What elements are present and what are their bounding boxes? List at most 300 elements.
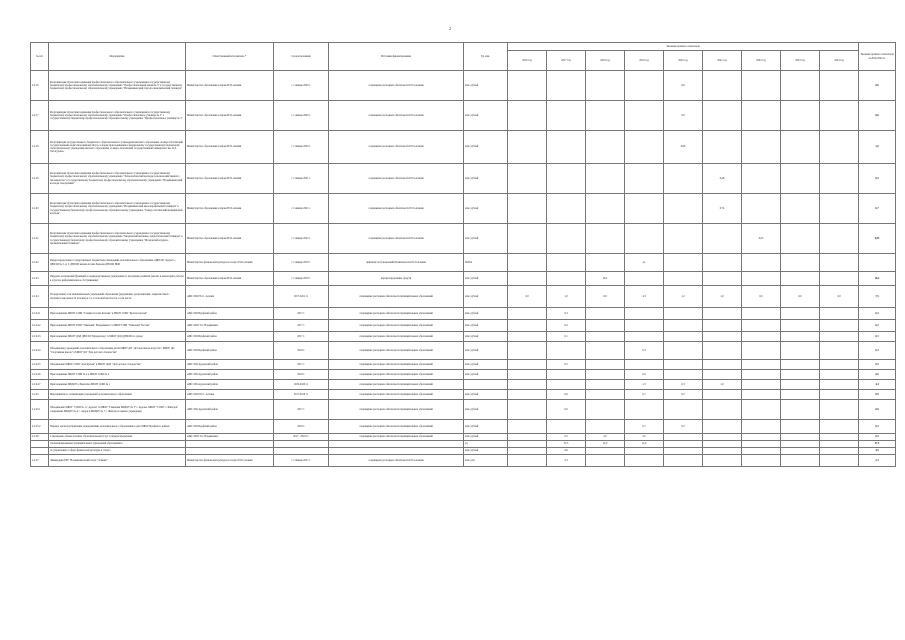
year-value-cell <box>820 194 859 224</box>
year-value-cell: 0,3 <box>547 308 586 320</box>
col-no-header: № п/п <box>31 43 49 71</box>
year-value-cell <box>508 254 547 272</box>
responsible-cell: Министерство образования и науки РСО-Алания <box>186 194 274 224</box>
year-value-cell <box>547 254 586 272</box>
year-value-cell <box>586 224 625 254</box>
year-value-cell <box>508 448 547 455</box>
year-value-cell <box>664 360 703 370</box>
deadline-cell: 2018 г. <box>274 420 329 434</box>
year-value-cell <box>508 360 547 370</box>
table-row <box>31 390 896 400</box>
responsible-cell: АМС МО РСО - Алания <box>186 286 274 308</box>
year-value-cell <box>781 254 820 272</box>
year-value-cell <box>625 400 664 420</box>
measure-cell: Присоединение МБОУ ДОД ДЮСШ "Кудцедзюдо" к МБОУ ДОД ДЮСШ по дзюдо <box>49 332 186 342</box>
year-value-cell <box>820 360 859 370</box>
year-value-cell <box>820 224 859 254</box>
year-value-cell <box>508 194 547 224</box>
measures-table <box>30 42 896 467</box>
year-value-cell <box>547 131 586 164</box>
year-value-cell: 0,0 <box>586 286 625 308</box>
measure-cell: Реорганизация путем присоединения профессионального образовательного учреждения к государственному бюджетному профессиональному образовательному учреждению "Профессиональное училище № 5" к государственному бюджетному профессиональному образовательному учреждению "Профессиональное училище № 5" <box>49 101 186 131</box>
year-value-cell <box>508 308 547 320</box>
table-row <box>31 332 896 342</box>
year-value-cell: 2,0 <box>586 434 625 441</box>
measure-cell: Присоединение МБОУ ГОШ "Гимназия" Владикавказ" к МБОУ ГОШ "Гимназия" Беслан" <box>49 320 186 332</box>
year-value-cell <box>664 455 703 467</box>
measure-cell: Перевод органов управления учреждениями дополнительного образования в одно МБОУ Ирафского района <box>49 420 186 434</box>
year-value-cell <box>781 441 820 448</box>
responsible-cell: Министерство образования и науки РСО-Алания <box>186 224 274 254</box>
year-value-cell <box>820 390 859 400</box>
year-value-cell <box>742 448 781 455</box>
row-number: 2.2.25.2 <box>31 420 49 434</box>
year-value-cell: 0,0 <box>742 286 781 308</box>
table-row <box>31 420 896 434</box>
year-value-cell <box>664 434 703 441</box>
total-value-cell: 0,05 <box>859 224 896 254</box>
unit-cell <box>464 380 508 390</box>
responsible-cell: АМС МО ГО г. Владикавказ <box>186 434 274 441</box>
measure-cell: Объединение МБОУ СОШ "Алагирская" и МБОУ ДОД "Дом детского творчества" <box>49 360 186 370</box>
year-value-cell <box>742 131 781 164</box>
measure-cell: специализированных муниципальных учреждений образования в <box>49 441 186 448</box>
year-value-cell <box>703 308 742 320</box>
year-value-cell <box>586 131 625 164</box>
col-year-header: 2023 год <box>781 51 820 71</box>
source-cell: сокращение расходных обязательств муниципальных образований <box>329 342 464 360</box>
year-value-cell <box>625 71 664 101</box>
unit-cell: млн. рублей <box>464 342 508 360</box>
source-cell: сокращение расходных обязательств муниципальных образований <box>329 390 464 400</box>
total-value-cell: 2,3 <box>859 455 896 467</box>
year-value-cell <box>586 71 625 101</box>
year-value-cell <box>820 342 859 360</box>
year-value-cell: 0,6 <box>547 390 586 400</box>
row-number: 2.2.23 <box>31 272 49 286</box>
year-value-cell: 2,0 <box>625 434 664 441</box>
source-cell <box>329 441 464 448</box>
measure-cell: Упорядочение сети муниципальных учреждений образования (укрупнение, реорганизация, закрытие школ с численностью менее 50 человек) в т.ч. в сельской местности, в том числе: <box>49 286 186 308</box>
year-value-cell <box>742 370 781 380</box>
year-value-cell <box>703 320 742 332</box>
year-value-cell <box>547 342 586 360</box>
year-value-cell: 0,2 <box>664 420 703 434</box>
year-value-cell: 1,2 <box>664 286 703 308</box>
year-value-cell: 0,05 <box>742 224 781 254</box>
measure-cell: Реорганизация государственного бюджетного образовательного учреждения высшего образования «Северо-Осетинский государственный педагогический институт» в форме присоединения к федеральному государственному бюджетному образовательному учреждению высшего образования «Северо-Осетинский государственный университет им. К.Л. Хетагурова» <box>49 131 186 164</box>
year-value-cell <box>586 342 625 360</box>
col-measure-header: Мероприятие <box>49 43 186 71</box>
year-value-cell <box>703 224 742 254</box>
year-value-cell <box>742 164 781 194</box>
unit-cell: млн. рублей <box>464 400 508 420</box>
year-value-cell <box>703 441 742 448</box>
unit-cell: млн. рублей <box>464 71 508 101</box>
year-value-cell <box>781 332 820 342</box>
year-value-cell <box>820 420 859 434</box>
year-value-cell <box>820 332 859 342</box>
year-value-cell <box>625 194 664 224</box>
year-value-cell <box>820 71 859 101</box>
year-value-cell <box>508 441 547 448</box>
year-value-cell <box>820 101 859 131</box>
year-value-cell <box>820 272 859 286</box>
year-value-cell: 0,0 <box>820 286 859 308</box>
year-value-cell <box>742 320 781 332</box>
unit-cell: млн. рублей <box>464 272 508 286</box>
year-value-cell: 0,74 <box>703 194 742 224</box>
year-value-cell <box>547 420 586 434</box>
year-value-cell <box>547 370 586 380</box>
row-number: 2.2.25 <box>31 390 49 400</box>
responsible-cell: АМС МО Ирафский район <box>186 308 274 320</box>
unit-cell: ПОЛА <box>464 254 508 272</box>
deadline-cell: 2017 г. <box>274 320 329 332</box>
row-number: 2.2.24.1 <box>31 308 49 320</box>
year-value-cell <box>742 455 781 467</box>
year-value-cell <box>586 360 625 370</box>
unit-cell: млн. рублей <box>464 194 508 224</box>
row-number: 2.2.20 <box>31 194 49 224</box>
deadline-cell: 2018 г. <box>274 342 329 360</box>
year-value-cell <box>664 308 703 320</box>
col-year-header: 2018 год <box>586 51 625 71</box>
unit-cell: млн. рублей <box>464 390 508 400</box>
year-value-cell <box>625 308 664 320</box>
year-value-cell <box>508 380 547 390</box>
unit-cell: млн. рублей <box>464 224 508 254</box>
year-value-cell <box>820 455 859 467</box>
year-value-cell <box>625 131 664 164</box>
unit-cell: млн. рублей <box>464 101 508 131</box>
year-value-cell <box>742 194 781 224</box>
responsible-cell: Министерство образования и науки РСО-Алания <box>186 131 274 164</box>
table-row <box>31 360 896 370</box>
unit-cell: млн. рублей <box>464 164 508 194</box>
year-value-cell <box>781 224 820 254</box>
unit-cell: млн. рублей <box>464 308 508 320</box>
year-value-cell <box>625 101 664 131</box>
table-row <box>31 370 896 380</box>
source-cell: сокращение расходных обязательств РСО-Алания <box>329 455 464 467</box>
year-value-cell <box>742 254 781 272</box>
responsible-cell: АМС МО РСО - Алания <box>186 390 274 400</box>
deadline-cell: 2017 г. <box>274 332 329 342</box>
year-value-cell <box>781 360 820 370</box>
table-row <box>31 455 896 467</box>
total-value-cell: 7,5 <box>859 286 896 308</box>
page-number: 2 <box>449 26 451 31</box>
year-value-cell <box>586 370 625 380</box>
year-value-cell <box>664 400 703 420</box>
responsible-cell: АМС МО Ардонский район <box>186 360 274 370</box>
year-value-cell <box>508 390 547 400</box>
total-value-cell: 0,9 <box>859 390 896 400</box>
measure-cell: Перераспределение государственных бюджетных учреждений дополнительного образования «ДЮСШ "Ардон"», ДЮСШ № 3, 4, 5, ДЮСШ имени Аслана Бадоева ДЮСШ ВОП <box>49 254 186 272</box>
row-number: 2.2.24.6 <box>31 370 49 380</box>
year-value-cell <box>508 101 547 131</box>
row-number: 2.2.22 <box>31 254 49 272</box>
year-value-cell <box>664 164 703 194</box>
total-value-cell: 0,2 <box>859 320 896 332</box>
total-value-cell: 0,6 <box>859 370 896 380</box>
responsible-cell <box>186 441 274 448</box>
row-number: 2.2.17 <box>31 101 49 131</box>
year-value-cell <box>664 342 703 360</box>
year-value-cell <box>781 164 820 194</box>
deadline-cell: с 1 января 2020 г. <box>274 101 329 131</box>
measure-cell: Передача полномочий (функций) в подведомственные учреждения по программе развития (анализ и мониторинг работы в отрасли, информационное обслуживание) <box>49 272 186 286</box>
table-row <box>31 400 896 420</box>
row-number: 2.2.21 <box>31 224 49 254</box>
responsible-cell: Министерство образования и науки РСО-Алания <box>186 164 274 194</box>
col-responsible-header: Ответственный исполнитель * <box>186 43 274 71</box>
measure-cell: Реорганизация путем присоединения профессионального образовательного учреждения к государственному бюджетному профессиональному образовательному учреждению "Технологический колледж сельскохозяйственного производства" к государственному бюджетному профессиональному образовательному учреждению "Владикавказский колледж электроники" <box>49 164 186 194</box>
measure-cell: Реорганизация путем присоединения профессионального образовательного учреждения к государственному бюджетному профессиональному образовательному учреждению "Моздокский механико-технологический техникум" к государственному бюджетному профессиональному образовательному учреждению "Моздокский аграрно-промышленный техникум" <box>49 224 186 254</box>
col-total-header: Значение целевого показателя за 2016-2024 гг. <box>859 43 896 71</box>
source-cell: сокращение расходных обязательств РСО-Алания <box>329 131 464 164</box>
year-value-cell <box>781 71 820 101</box>
table-row <box>31 194 896 224</box>
col-year-header: 2020 год <box>664 51 703 71</box>
deadline-cell <box>274 441 329 448</box>
row-number: 2.2.16 <box>31 71 49 101</box>
year-value-cell <box>781 194 820 224</box>
year-value-cell <box>742 71 781 101</box>
deadline-cell: 2017-2018 гг. <box>274 390 329 400</box>
table-row <box>31 224 896 254</box>
total-value-cell: 0,7 <box>859 194 896 224</box>
responsible-cell: Министерство образования и науки РСО-Алания <box>186 101 274 131</box>
year-value-cell <box>703 131 742 164</box>
table-row <box>31 101 896 131</box>
year-value-cell <box>547 272 586 286</box>
year-value-cell <box>703 434 742 441</box>
table-row <box>31 380 896 390</box>
row-number: 2.2.24.5 <box>31 360 49 370</box>
table-row <box>31 308 896 320</box>
table-row <box>31 441 896 448</box>
year-value-cell: да <box>625 254 664 272</box>
row-number: 2.2.19 <box>31 164 49 194</box>
year-value-cell <box>703 272 742 286</box>
year-value-cell <box>781 380 820 390</box>
total-value-cell: 6,5 <box>859 434 896 441</box>
year-value-cell <box>664 320 703 332</box>
table-row <box>31 71 896 101</box>
row-number: 2.2.24.4 <box>31 342 49 360</box>
measure-cell: Присоединение МБДОУ к Ремонтно МБОУ СОШ № 1 <box>49 380 186 390</box>
year-value-cell <box>508 455 547 467</box>
year-value-cell: 16,2 <box>586 272 625 286</box>
responsible-cell: АМС МО Ирафский район <box>186 420 274 434</box>
year-value-cell <box>781 131 820 164</box>
year-value-cell <box>742 308 781 320</box>
year-value-cell <box>703 370 742 380</box>
year-value-cell <box>664 272 703 286</box>
row-number: 2.2.25.1 <box>31 400 49 420</box>
year-value-cell <box>508 370 547 380</box>
year-value-cell: 12,0 <box>586 441 625 448</box>
year-value-cell <box>586 400 625 420</box>
measure-cell: Сокращение объема платных образовательных услуг и перераспределение <box>49 434 186 441</box>
responsible-cell: АМС МО Ардонский район <box>186 400 274 420</box>
source-cell: сокращение расходных обязательств РСО-Алания <box>329 194 464 224</box>
total-value-cell: 0,3 <box>859 308 896 320</box>
year-value-cell <box>508 224 547 254</box>
source-cell: сокращение расходных обязательств муниципальных образований <box>329 320 464 332</box>
year-value-cell <box>703 342 742 360</box>
measure-cell: по управлению в сфере физической культуры и спорта <box>49 448 186 455</box>
year-value-cell: 1,0 <box>703 286 742 308</box>
year-value-cell <box>820 308 859 320</box>
year-value-cell <box>586 390 625 400</box>
year-value-cell: 0,0 <box>508 286 547 308</box>
deadline-cell: с 1 января 2020 г. <box>274 71 329 101</box>
year-value-cell <box>625 320 664 332</box>
measure-cell: Ликвидация ГБУ "Владикавказский спорт "Алания" <box>49 455 186 467</box>
source-cell: сокращение расходных обязательств РСО-Алания <box>329 164 464 194</box>
year-value-cell <box>742 272 781 286</box>
deadline-cell: 2017-2021 гг. <box>274 286 329 308</box>
year-value-cell: 2,5 <box>547 434 586 441</box>
responsible-cell: Министерство образования и науки РСО-Алания <box>186 71 274 101</box>
year-value-cell <box>781 320 820 332</box>
year-value-cell <box>742 420 781 434</box>
col-year-header: 2017 год <box>547 51 586 71</box>
year-value-cell: 0,3 <box>625 342 664 360</box>
col-unit-header: Ед. изм. <box>464 43 508 71</box>
year-value-cell <box>547 380 586 390</box>
year-value-cell: 0,6 <box>625 370 664 380</box>
total-value-cell: 1,0 <box>859 131 896 164</box>
table-row <box>31 286 896 308</box>
source-cell <box>329 448 464 455</box>
year-value-cell <box>625 360 664 370</box>
deadline-cell: с 1 января 2020 г. <box>274 131 329 164</box>
year-value-cell <box>781 420 820 434</box>
year-value-cell <box>586 194 625 224</box>
measure-cell: Присоединение МБОУ СОШ "Славян поселка Катоны" к МБОУ СОШ "Красногорская" <box>49 308 186 320</box>
unit-cell: млн. рублей <box>464 370 508 380</box>
year-value-cell <box>742 390 781 400</box>
year-value-cell <box>586 320 625 332</box>
year-value-cell <box>781 455 820 467</box>
responsible-cell: АМС МО Ирафский район <box>186 332 274 342</box>
year-value-cell: 12,0 <box>625 441 664 448</box>
year-value-cell <box>781 342 820 360</box>
unit-cell: млн. рублей <box>464 360 508 370</box>
year-value-cell <box>703 360 742 370</box>
year-value-cell <box>820 320 859 332</box>
year-value-cell <box>820 370 859 380</box>
year-value-cell <box>508 164 547 194</box>
row-number: 2.2.24.2 <box>31 320 49 332</box>
responsible-cell: Министерство физической культуры и спорта РСО-Алания <box>186 254 274 272</box>
total-value-cell: 4,9 <box>859 448 896 455</box>
col-year-header: 2019 год <box>625 51 664 71</box>
year-value-cell <box>664 441 703 448</box>
total-value-cell: 0,5 <box>859 360 896 370</box>
year-value-cell <box>664 254 703 272</box>
unit-cell: млн. рублей <box>464 448 508 455</box>
measure-cell: Реорганизация путем присоединения профессионального образовательного учреждения к государственному бюджетному профессиональному образовательному учреждению "Владикавказский многопрофильный техникум" к государственному бюджетному профессиональному образовательному учреждению "Северо-Осетинский медицинский колледж" <box>49 194 186 224</box>
table-row <box>31 254 896 272</box>
source-cell: сокращение расходных обязательств муниципальных образований <box>329 400 464 420</box>
year-value-cell <box>508 131 547 164</box>
measure-cell: Мероприятия по оптимизации учреждений дополнительного образования <box>49 390 186 400</box>
year-value-cell <box>586 101 625 131</box>
table-row <box>31 320 896 332</box>
source-cell: сокращение расходных обязательств муниципальных образований <box>329 380 464 390</box>
row-number: 2.2.18 <box>31 131 49 164</box>
responsible-cell: АМС МО Ардонский район <box>186 370 274 380</box>
total-value-cell: 0,5 <box>859 164 896 194</box>
year-value-cell <box>820 254 859 272</box>
year-value-cell <box>703 455 742 467</box>
source-cell: сокращение расходных обязательств РСО-Алания <box>329 101 464 131</box>
deadline-cell: с 1 января 2019 г. <box>274 272 329 286</box>
year-value-cell: 0,1 <box>625 420 664 434</box>
deadline-cell: с 1 января 2021 г. <box>274 164 329 194</box>
year-value-cell: 0,48 <box>703 164 742 194</box>
year-value-cell <box>781 101 820 131</box>
col-deadline-header: Срок исполнения <box>274 43 329 71</box>
year-value-cell <box>547 101 586 131</box>
year-value-cell <box>664 370 703 380</box>
deadline-cell: 2017 г. <box>274 360 329 370</box>
year-value-cell <box>508 342 547 360</box>
total-value-cell: 0,6 <box>859 400 896 420</box>
year-value-cell <box>820 434 859 441</box>
row-number: 2.2.24.7 <box>31 380 49 390</box>
row-number: 2.2.27 <box>31 455 49 467</box>
year-value-cell <box>547 164 586 194</box>
year-value-cell <box>820 400 859 420</box>
total-value-cell: 4,4 <box>859 380 896 390</box>
year-value-cell <box>586 448 625 455</box>
year-value-cell: 0,6 <box>547 400 586 420</box>
responsible-cell: АМС МО Ирафский район <box>186 342 274 360</box>
year-value-cell <box>625 455 664 467</box>
deadline-cell: 2018 г. <box>274 370 329 380</box>
year-value-cell: 4,9 <box>547 448 586 455</box>
deadline-cell: 2017 г. <box>274 400 329 420</box>
responsible-cell: Министерство физической культуры и спорта РСО-Алания <box>186 455 274 467</box>
source-cell: сокращение расходных обязательств муниципальных образований <box>329 332 464 342</box>
year-value-cell <box>664 194 703 224</box>
col-year-header: 2016 год <box>508 51 547 71</box>
year-value-cell <box>820 131 859 164</box>
year-value-cell <box>508 434 547 441</box>
year-value-cell: 23,5 <box>547 441 586 448</box>
year-value-cell <box>781 370 820 380</box>
year-value-cell <box>586 254 625 272</box>
year-value-cell <box>781 308 820 320</box>
year-value-cell: 0,5 <box>547 360 586 370</box>
source-cell: сокращение расходных обязательств РСО-Алания <box>329 224 464 254</box>
total-value-cell: 16,2 <box>859 272 896 286</box>
measure-cell: Присоединение МБОУ СОШ № 4 к МБОУ СОШ № 2 <box>49 370 186 380</box>
deadline-cell: 2017 - 2018 гг. <box>274 434 329 441</box>
year-value-cell <box>742 380 781 390</box>
year-value-cell <box>664 332 703 342</box>
source-cell: сокращение расходных обязательств муниципальных образований <box>329 360 464 370</box>
col-year-header: 2022 год <box>742 51 781 71</box>
table-row <box>31 164 896 194</box>
col-group-header: Значение целевого показателя <box>508 43 859 51</box>
